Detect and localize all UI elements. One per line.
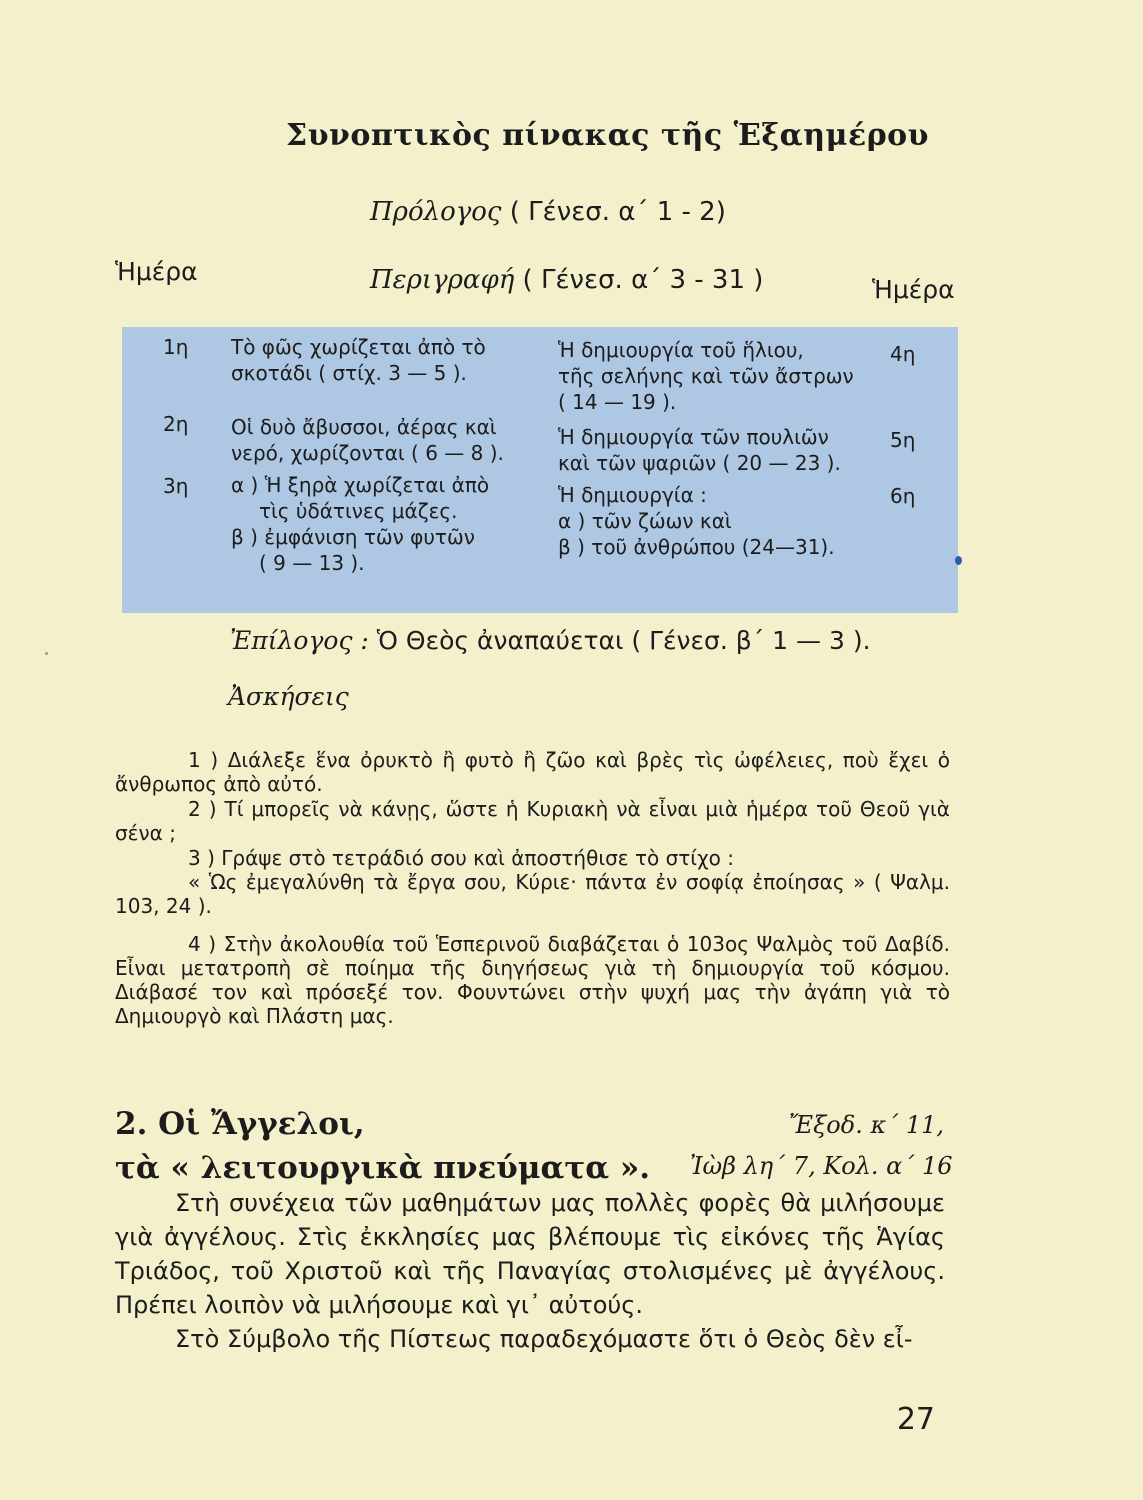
day-6-line: α ) τῶν ζώων καὶ [558, 509, 732, 533]
section-title-line: 2. Οἱ Ἄγγελοι, [115, 1106, 365, 1142]
day-4-line: τῆς σελήνης καὶ τῶν ἄστρων [558, 364, 854, 388]
day-4-text [558, 337, 854, 415]
day-5-line: Ἡ δημιουργία τῶν πουλιῶν [558, 425, 829, 449]
section-references [690, 1105, 953, 1187]
day-1-line: σκοτάδι ( στίχ. 3 — 5 ). [231, 361, 467, 385]
page-number: 27 [896, 1402, 935, 1437]
section-ref-line: Ἔξοδ. κ΄ 11, [788, 1111, 944, 1139]
prologue-label: Πρόλογος [370, 197, 502, 227]
ink-speck [45, 652, 48, 655]
day-header-right: Ἡμέρα [872, 275, 955, 304]
exercises-heading: Ἀσκήσεις [228, 682, 349, 711]
section-ref-line: Ἰὼβ λη΄ 7, Κολ. α΄ 16 [690, 1152, 953, 1180]
day-4-line: Ἡ δημιουργία τοῦ ἥλιου, [558, 338, 804, 362]
epilogue-label: Ἐπίλογος : [230, 626, 369, 655]
day-5-line: καὶ τῶν ψαριῶν ( 20 — 23 ). [558, 451, 841, 475]
exercise-text: « Ὡς ἐμεγαλύνθη τὰ ἔργα σου, Κύριε· πάντα ἐν σοφίᾳ ἐποίησας » ( Ψαλμ. 103, 24 ). [115, 870, 950, 918]
page-title: Συνοπτικὸς πίνακας τῆς Ἑξαημέρου [286, 118, 929, 153]
day-1-label: 1η [163, 335, 189, 359]
day-3-line: ( 9 — 13 ). [259, 551, 365, 575]
day-2-line: νερό, χωρίζονται ( 6 — 8 ). [231, 441, 504, 465]
section-paragraph: Στὴ συνέχεια τῶν μαθημάτων μας πολλὲς φορὲς θὰ μιλήσουμε γιὰ ἀγγέλους. Στὶς ἐκκλησίες μας βλέπουμε τὶς εἰκόνες τῆς Ἁγίας Τριάδος, τοῦ Χριστοῦ καὶ τῆς Παναγίας στολισμένες μὲ ἀγγέλους. Πρέπει λοιπὸν νὰ μιλήσουμε καὶ γι᾽ αὐτούς. [115, 1189, 945, 1319]
day-3-line: τὶς ὑδάτινες μάζες. [259, 499, 458, 523]
day-3-text [231, 472, 489, 576]
exercise-2 [115, 797, 950, 845]
description-ref: ( Γένεσ. α΄ 3 - 31 ) [522, 265, 764, 295]
prologue-ref: ( Γένεσ. α΄ 1 - 2) [509, 197, 726, 227]
exercise-text: 2 ) Τί μπορεῖς νὰ κάνῃς, ὥστε ἡ Κυριακὴ νὰ εἶναι μιὰ ἡμέρα τοῦ Θεοῦ γιὰ σένα ; [115, 797, 950, 845]
section-title [115, 1102, 650, 1190]
ink-speck [955, 556, 962, 565]
epilogue-line [230, 626, 871, 655]
day-1-text [231, 334, 486, 386]
day-2-label: 2η [163, 412, 189, 436]
exercise-3 [115, 846, 950, 918]
exercise-text: 4 ) Στὴν ἀκολουθία τοῦ Ἑσπερινοῦ διαβάζεται ὁ 103ος Ψαλμὸς τοῦ Δαβίδ. Εἶναι μετατροπὴ σὲ ποίημα τῆς διηγήσεως γιὰ τὴ δημιουργία τοῦ κόσμου. Διάβασέ τον καὶ πρόσεξέ τον. Φουντώνει στὴν ψυχή μας τὴν ἀγάπη γιὰ τὸ Δημιουργὸ καὶ Πλάστη μας. [115, 932, 950, 1028]
day-6-label: 6η [890, 484, 916, 508]
day-header-left: Ἡμέρα [115, 257, 198, 286]
day-6-line: Ἡ δημιουργία : [558, 483, 707, 507]
description-line [370, 265, 763, 295]
day-6-text [558, 482, 835, 560]
prologue-line [370, 197, 726, 227]
day-3-label: 3η [163, 474, 189, 498]
day-4-label: 4η [890, 342, 916, 366]
day-4-line: ( 14 — 19 ). [558, 390, 677, 414]
exercise-text: 3 ) Γράψε στὸ τετράδιό σου καὶ ἀποστήθισε τὸ στίχο : [188, 846, 734, 870]
section-paragraph: Στὸ Σύμβολο τῆς Πίστεως παραδεχόμαστε ὅτι ὁ Θεὸς δὲν εἶ- [175, 1325, 913, 1353]
section-title-line: τὰ « λειτουργικὰ πνεύματα ». [115, 1150, 651, 1186]
day-5-text [558, 424, 841, 476]
epilogue-text: Ὁ Θεὸς ἀναπαύεται ( Γένεσ. β΄ 1 — 3 ). [376, 626, 871, 655]
day-1-line: Τὸ φῶς χωρίζεται ἀπὸ τὸ [231, 335, 486, 359]
exercise-text: 1 ) Διάλεξε ἕνα ὀρυκτὸ ἢ φυτὸ ἢ ζῶο καὶ βρὲς τὶς ὠφέλειες, ποὺ ἔχει ὁ ἄνθρωπος ἀπὸ αὐτό. [115, 748, 950, 796]
section-body [115, 1186, 945, 1356]
exercise-4 [115, 932, 950, 1028]
day-2-line: Οἱ δυὸ ἄβυσσοι, ἀέρας καὶ [231, 415, 497, 439]
day-3-line: β ) ἐμφάνιση τῶν φυτῶν [231, 525, 475, 549]
exercise-1 [115, 748, 950, 796]
description-label: Περιγραφή [370, 265, 515, 295]
day-2-text [231, 414, 504, 466]
day-3-line: α ) Ἡ ξηρὰ χωρίζεται ἀπὸ [231, 473, 490, 497]
day-6-line: β ) τοῦ ἀνθρώπου (24—31). [558, 535, 835, 559]
day-5-label: 5η [890, 428, 916, 452]
